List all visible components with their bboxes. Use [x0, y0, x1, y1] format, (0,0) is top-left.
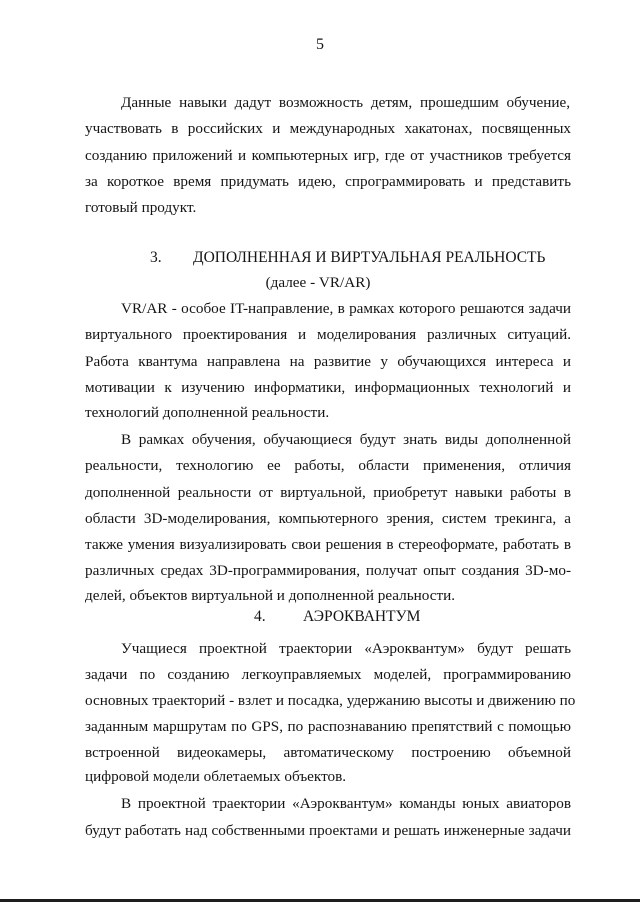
text-line: области 3D-моделирования, компьютерного зрения, систем трекинга, а	[85, 510, 571, 527]
text-line: готовый продукт.	[85, 199, 197, 216]
page-number: 5	[316, 36, 324, 53]
text-line: (далее - VR/AR)	[265, 274, 371, 291]
text-line: участвовать в российских и международных хакатонах, посвященных	[85, 120, 571, 137]
text-line: В рамках обучения, обучающиеся будут знать виды дополненной	[121, 431, 571, 448]
text-line: делей, объектов виртуальной и дополненной реальности.	[85, 587, 456, 604]
text-line: дополненной реальности от виртуальной, приобретут навыки работы в	[85, 484, 571, 501]
section-heading: АЭРОКВАНТУМ	[303, 608, 421, 625]
text-line: В проектной траектории «Аэроквантум» команды юных авиаторов	[121, 795, 571, 812]
section-heading: 4.	[254, 608, 266, 625]
text-line: встроенной видеокамеры, автоматическому построению объемной	[85, 744, 571, 761]
text-line: основных траекторий - взлет и посадка, удержанию высоты и движению по	[85, 692, 576, 709]
text-line: за короткое время придумать идею, спрограммировать и представить	[85, 173, 571, 190]
text-line: мотивации к изучению информатики, информационных технологий и	[85, 379, 571, 396]
text-line: будут работать над собственными проектами и решать инженерные задачи	[85, 822, 571, 839]
text-line: Учащиеся проектной траектории «Аэроквантум» будут решать	[121, 640, 571, 657]
text-line: VR/AR - особое IT-направление, в рамках которого решаются задачи	[121, 300, 571, 317]
text-line: также умения визуализировать свои решения в стереоформате, работать в	[85, 536, 571, 553]
text-line: виртуального проектирования и моделирования различных ситуаций.	[85, 326, 571, 343]
text-line: заданным маршрутам по GPS, по распознаванию препятствий с помощью	[85, 718, 571, 735]
text-line: реальности, технологию ее работы, области применения, отличия	[85, 457, 571, 474]
section-heading: 3.	[150, 249, 162, 266]
text-line: Данные навыки дадут возможность детям, прошедшим обучение,	[121, 94, 570, 111]
text-line: Работа квантума направлена на развитие у обучающихся интереса и	[85, 353, 571, 370]
section-heading: ДОПОЛНЕННАЯ И ВИРТУАЛЬНАЯ РЕАЛЬНОСТЬ	[193, 249, 546, 266]
bottom-rule	[0, 899, 640, 902]
text-line: задачи по созданию легкоуправляемых моделей, программированию	[85, 666, 571, 683]
text-line: созданию приложений и компьютерных игр, где от участников требуется	[85, 147, 571, 164]
text-line: цифровой модели облетаемых объектов.	[85, 768, 347, 785]
text-line: технологий дополненной реальности.	[85, 404, 330, 421]
text-line: различных средах 3D-программирования, получат опыт создания 3D-мо-	[85, 562, 571, 579]
